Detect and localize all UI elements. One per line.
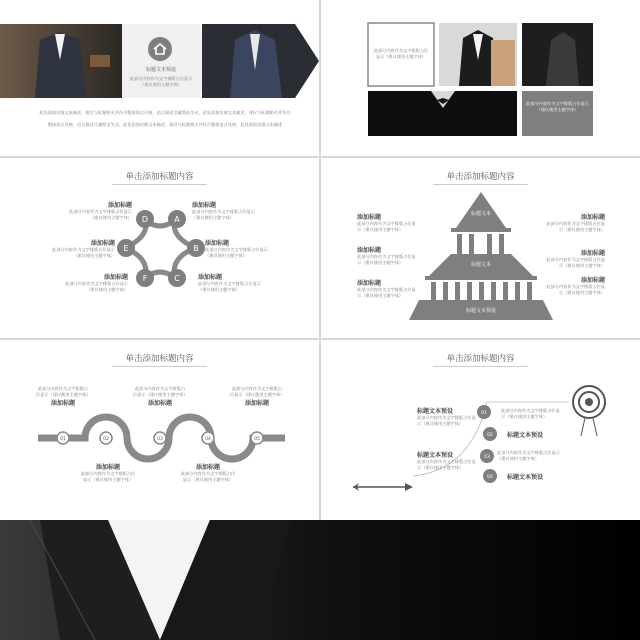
left-item-3: 添加标题 此部分内容作为文字排版占位显示（建议使用主题字体） — [357, 280, 416, 298]
node-b: B — [193, 244, 199, 253]
suit-lapel-image — [0, 520, 640, 640]
badge-text: 此部分内容作为文字排版占位显示（建议使用主题字体） — [129, 76, 193, 87]
timeline-item-3: 此部分内容作为文字排版占位显示（建议使用主题字体） 添加标题 — [133, 386, 188, 407]
left-item-2: 添加标题 此部分内容作为文字排版占位显示（建议使用主题字体） — [357, 247, 416, 265]
photo-grid — [321, 0, 640, 156]
step-item-1: 标题文本预设 此部分内容作为文字排版占位显示（建议使用主题字体） — [417, 408, 476, 426]
step-item-3-text: 此部分内容作为文字排版占位显示（建议使用主题字体） — [497, 450, 560, 461]
temple-base-label: 标题文本预设 — [465, 308, 496, 314]
temple-mid-label: 标题文本 — [470, 262, 491, 268]
node-a: A — [174, 215, 180, 224]
slide-temple-diagram[interactable] — [321, 158, 640, 338]
node-e: E — [123, 244, 129, 253]
node-d: D — [141, 215, 149, 224]
step-item-1-text: 此部分内容作为文字排版占位显示（建议使用主题字体） — [501, 408, 560, 419]
step-item-2: 标题文本预设 — [507, 432, 544, 439]
item-d: 添加标题 此部分内容作为文字排版占位显示（建议使用主题字体） — [69, 202, 132, 220]
slide-title: 单击添加标题内容 — [446, 354, 515, 364]
step-04: 04 — [487, 475, 493, 480]
slide-hexagon-cycle[interactable] — [0, 158, 319, 338]
timeline-item-2: 添加标题 此部分内容作为文字排版占位显示（建议使用主题字体） — [80, 464, 136, 482]
right-item-1: 添加标题 此部分内容作为文字排版占位显示（建议使用主题字体） — [546, 214, 605, 232]
node-c: C — [174, 274, 180, 283]
timeline-item-5: 此部分内容作为文字排版占位显示（建议使用主题字体） 添加标题 — [230, 386, 285, 407]
slide-target-steps[interactable] — [321, 340, 640, 520]
step-02: 02 — [487, 433, 493, 438]
step-item-4: 标题文本预设 — [507, 474, 544, 481]
node-03: 03 — [157, 437, 163, 442]
slide-photo-grid[interactable] — [321, 0, 640, 156]
item-a: 添加标题 此部分内容作为文字排版占位显示（建议使用主题字体） — [192, 202, 255, 220]
home-icon — [148, 37, 172, 61]
timeline-item-4: 添加标题 此部分内容作为文字排版占位显示（建议使用主题字体） — [180, 464, 236, 482]
node-05: 05 — [254, 437, 260, 442]
slide-title: 单击添加标题内容 — [446, 172, 515, 182]
step-item-3: 标题文本预设 此部分内容作为文字排版占位显示（建议使用主题字体） — [417, 452, 476, 470]
item-e: 添加标题 此部分内容作为文字排版占位显示（建议使用主题字体） — [52, 240, 115, 258]
node-04: 04 — [205, 437, 211, 442]
target-diagram — [321, 340, 640, 520]
arrow-icon — [353, 483, 413, 491]
badge-title: 标题文本预设 — [145, 67, 176, 73]
body-text-1: 此处添加详细文本描述，建议与标题相关并符合整体语言风格，语言描述尽量简洁生动。此处添加详细文本描述，建议与标题相关并符合 — [39, 110, 291, 115]
photo-caption-2: 此部分内容作为文字排版占位显示（建议使用主题字体） — [526, 101, 589, 112]
slide-title: 单击添加标题内容 — [125, 172, 194, 182]
item-b: 添加标题 此部分内容作为文字排版占位显示（建议使用主题字体） — [205, 240, 268, 258]
node-02: 02 — [103, 437, 109, 442]
step-03: 03 — [484, 455, 490, 460]
wave-timeline — [0, 340, 319, 520]
temple-top-label: 标题文本 — [470, 211, 491, 217]
slide-suit-cover[interactable] — [0, 520, 640, 640]
timeline-item-1: 此部分内容作为文字排版占位显示（建议使用主题字体） 添加标题 — [36, 386, 91, 407]
body-text-2: 整体语言风格，语言描述尽量简洁生动。此处添加详细文本描述，建议与标题相关并符合整体语言风格，此处添加详细文本描述 — [47, 122, 283, 127]
target-icon — [573, 386, 605, 436]
right-item-2: 添加标题 此部分内容作为文字排版占位显示（建议使用主题字体） — [546, 250, 605, 268]
node-f: F — [142, 274, 148, 283]
node-01: 01 — [60, 437, 66, 442]
right-item-3: 添加标题 此部分内容作为文字排版占位显示（建议使用主题字体） — [546, 277, 605, 295]
slide-suit-banner[interactable] — [0, 0, 319, 156]
slide-wave-timeline[interactable] — [0, 340, 319, 520]
slide-title: 单击添加标题内容 — [125, 354, 194, 364]
left-item-1: 添加标题 此部分内容作为文字排版占位显示（建议使用主题字体） — [357, 214, 416, 232]
item-f: 添加标题 此部分内容作为文字排版占位显示（建议使用主题字体） — [65, 274, 128, 292]
step-01: 01 — [481, 411, 487, 416]
item-c: 添加标题 此部分内容作为文字排版占位显示（建议使用主题字体） — [198, 274, 261, 292]
photo-caption-1: 此部分内容作为文字排版占位显示（建议使用主题字体） — [373, 48, 429, 59]
